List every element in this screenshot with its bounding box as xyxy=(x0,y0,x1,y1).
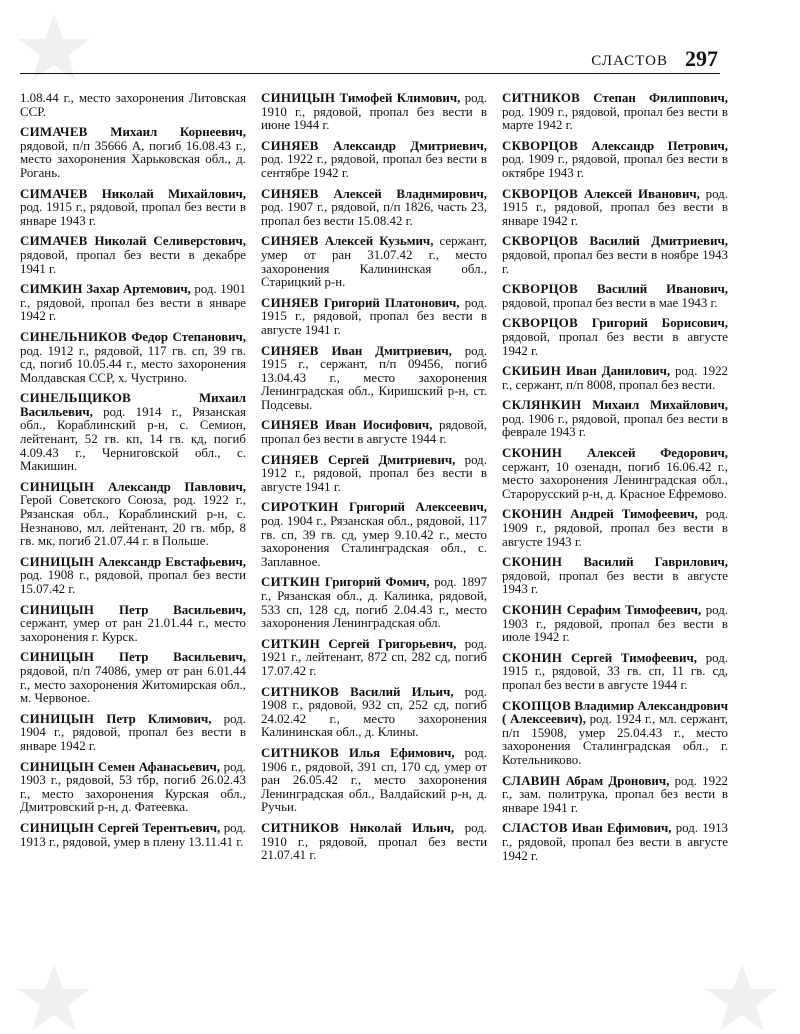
entry-surname: СЛАВИН xyxy=(502,773,561,788)
list-item xyxy=(20,761,246,815)
entry-given-name: Владимир Александрович ( Алексеевич), xyxy=(502,698,728,727)
entry-surname: СИНЯЕВ xyxy=(261,452,319,467)
list-item xyxy=(20,92,246,119)
header-rule xyxy=(20,73,720,74)
entry-surname: СКОНИН xyxy=(502,446,563,461)
list-item xyxy=(20,481,246,549)
entry-surname: СКЛЯНКИН xyxy=(502,398,582,413)
entry-surname: СИНЕЛЬЩИКОВ xyxy=(20,391,132,406)
entry-given-name: Степан Филиппович, xyxy=(593,91,728,105)
entry-surname: СИНИЦЫН xyxy=(261,91,336,105)
list-item xyxy=(261,501,487,569)
entry-given-name: Семен Афанасьевич, xyxy=(97,759,220,774)
entry-surname: СИМАЧЕВ xyxy=(20,186,88,201)
entry-details: род. 1913 г., рядовой, пропал без вести в августе 1942 г. xyxy=(502,821,728,863)
entry-details: сержант, умер от ран 31.07.42 г., место захоронения Калининская обл., Старицкий р-н. xyxy=(261,234,487,290)
entry-given-name: Иван Ефимович, xyxy=(571,821,672,836)
list-item xyxy=(261,638,487,679)
entry-given-name: Николай Селиверстович, xyxy=(94,234,246,249)
entry-given-name: Петр Климович, xyxy=(106,711,212,726)
list-item xyxy=(502,700,728,768)
entry-surname: СИНИЦЫН xyxy=(20,820,95,835)
list-item xyxy=(20,331,246,385)
entry-given-name: Илья Ефимович, xyxy=(349,745,455,760)
entry-given-name: Иван Иосифович, xyxy=(325,418,433,433)
entry-surname: СКВОРЦОВ xyxy=(502,316,579,331)
entry-surname: СИТКИН xyxy=(261,575,321,590)
list-item xyxy=(502,365,728,392)
entry-surname: СИНЯЕВ xyxy=(261,186,319,201)
entry-surname: СИТНИКОВ xyxy=(261,820,340,835)
list-item xyxy=(502,140,728,181)
entry-given-name: Григорий Алексеевич, xyxy=(349,500,487,515)
entry-details: род. 1922 г., сержант, п/п 8008, пропал без вести. xyxy=(502,364,728,392)
entry-details: род. 1915 г., рядовой, пропал без вести в августе 1941 г. xyxy=(261,295,487,337)
entry-surname: СКИБИН xyxy=(502,364,562,379)
entry-details: род. 1915 г., рядовой, пропал без вести в январе 1942 г. xyxy=(502,186,728,228)
list-item xyxy=(20,188,246,229)
list-item xyxy=(502,92,728,133)
entry-details: род. 1910 г., рядовой, пропал без вести в июне 1944 г. xyxy=(261,91,487,133)
entry-given-name: Алексей Федорович, xyxy=(587,446,728,461)
entry-details: род. 1897 г., Рязанская обл., д. Калинка, рядовой, 533 сп, 128 сд, погиб 2.04.43 г., место захоронения Ленинградская обл. xyxy=(261,575,487,631)
entry-given-name: Сергей Тимофеевич, xyxy=(571,650,697,665)
entry-details: рядовой, пропал без вести в августе 1943 г. xyxy=(502,568,728,597)
entry-given-name: Серафим Тимофеевич, xyxy=(566,603,702,617)
entry-given-name: Петр Васильевич, xyxy=(118,650,246,665)
entry-details: род. 1907 г., рядовой, п/п 1826, часть 23, пропал без вести 15.08.42 г. xyxy=(261,200,487,228)
list-item xyxy=(20,556,246,597)
entry-given-name: Михаил Корнеевич, xyxy=(110,125,246,140)
entry-details: рядовой, пропал без вести в августе 1942 г. xyxy=(502,329,728,358)
entry-given-name: Михаил Васильевич, xyxy=(20,391,246,419)
entry-given-name: Сергей Терентьевич, xyxy=(97,820,221,835)
entry-given-name: Александр Петрович, xyxy=(591,138,728,153)
entry-given-name: Алексей Кузьмич, xyxy=(324,234,434,249)
entry-surname: СИНИЦЫН xyxy=(20,479,95,494)
list-item xyxy=(261,686,487,740)
entry-details: род. 1904 г., Рязанская обл., рядовой, 117 гв. сп, 39 гв. сд, умер 9.10.42 г., место захоронения Сталинградская обл., с. Заплавное. xyxy=(261,514,487,569)
entry-given-name: Сергей Григорьевич, xyxy=(328,636,457,651)
entry-given-name: Василий Гаврилович, xyxy=(583,555,728,570)
entry-surname: СИТНИКОВ xyxy=(261,684,340,699)
entry-surname: СИНИЦЫН xyxy=(20,554,95,569)
entry-given-name: Николай Ильич, xyxy=(349,820,455,835)
entry-given-name: Тимофей Климович, xyxy=(339,91,461,105)
entry-given-name: Иван Данилович, xyxy=(565,364,671,379)
list-item xyxy=(261,419,487,446)
list-item xyxy=(502,775,728,816)
running-head: СЛАСТОВ xyxy=(591,53,668,69)
list-item xyxy=(502,283,728,310)
entry-surname: СИРОТКИН xyxy=(261,500,339,515)
entry-surname: СИМАЧЕВ xyxy=(20,234,88,249)
entry-surname: СИМКИН xyxy=(20,282,83,297)
entry-details: род. 1912 г., рядовой, пропал без вести в августе 1941 г. xyxy=(261,452,487,494)
entry-surname: СКОНИН xyxy=(502,507,563,522)
entry-details: рядовой, п/п 35666 А, погиб 16.08.43 г., место захоронения Харьковская обл., д. Рогань. xyxy=(20,138,246,180)
entry-details: сержант, 10 озенадн, погиб 16.06.42 г., место захоронения Ленинградская обл., Старорусский р-н, д. Красное Ефремово. xyxy=(502,459,728,501)
entry-surname: СКВОРЦОВ xyxy=(502,138,579,153)
entry-given-name: Григорий Борисович, xyxy=(591,316,728,331)
list-item xyxy=(502,235,728,276)
list-item xyxy=(261,345,487,413)
entry-surname: СКВОРЦОВ xyxy=(502,234,579,249)
entry-surname: СИНИЦЫН xyxy=(20,711,95,726)
entry-given-name: Василий Ильич, xyxy=(350,684,454,699)
entry-details: род. 1914 г., Рязанская обл., Кораблинский р-н, с. Семион, лейтенант, 52 гв. кп, 14 гв. кд, погиб 4.09.43 г., Черниговской обл., с. Макишин. xyxy=(20,404,246,474)
entry-surname: СКОНИН xyxy=(502,603,563,617)
column-1 xyxy=(20,92,246,856)
entry-surname: СИНЯЕВ xyxy=(261,295,319,310)
entry-details: род. 1903 г., рядовой, 53 тбр, погиб 26.02.43 г., место захоронения Курская обл., Дмитровский р-н, д. Фатеевка. xyxy=(20,759,246,815)
entry-details: род. 1922 г., рядовой, пропал без вести в сентябре 1942 г. xyxy=(261,152,487,180)
list-item xyxy=(20,604,246,645)
entry-surname: СКВОРЦОВ xyxy=(502,186,579,201)
entry-surname: СКОПЦОВ xyxy=(502,698,571,713)
entry-details: род. 1908 г., рядовой, пропал без вести 15.07.42 г. xyxy=(20,568,246,596)
list-item xyxy=(502,399,728,440)
list-item xyxy=(261,822,487,863)
entry-details: род. 1922 г., зам. политрука, пропал без вести в январе 1941 г. xyxy=(502,773,728,815)
list-item xyxy=(20,283,246,324)
entry-surname: СКВОРЦОВ xyxy=(502,282,579,297)
entry-given-name: Федор Степанович, xyxy=(131,329,246,344)
list-item xyxy=(502,604,728,645)
entry-given-name: Захар Артемович, xyxy=(86,282,191,297)
entry-given-name: Николай Михайлович, xyxy=(101,186,246,201)
entry-details: рядовой, п/п 74086, умер от ран 6.01.44 г., место захоронения Житомирская обл., м. Червоное. xyxy=(20,663,246,706)
entry-given-name: Андрей Тимофеевич, xyxy=(570,507,698,522)
list-item xyxy=(20,822,246,849)
entry-surname: СЛАСТОВ xyxy=(502,821,568,836)
list-item xyxy=(20,235,246,276)
list-item xyxy=(20,713,246,754)
entry-surname: СИНЯЕВ xyxy=(261,343,319,358)
entry-details: род. 1909 г., рядовой, пропал без вести в октябре 1943 г. xyxy=(502,152,728,180)
entry-details: род. 1909 г., рядовой, пропал без вести в августе 1943 г. xyxy=(502,507,728,549)
entry-given-name: Григорий Фомич, xyxy=(324,575,430,590)
list-item xyxy=(20,392,246,474)
entry-given-name: Василий Дмитриевич, xyxy=(589,234,728,249)
entry-details: 1.08.44 г., место захоронения Литовская ССР. xyxy=(20,91,246,119)
list-item xyxy=(502,556,728,597)
entry-surname: СИМАЧЕВ xyxy=(20,125,88,140)
entry-given-name: Василий Иванович, xyxy=(596,282,728,297)
entry-details: род. 1904 г., рядовой, пропал без вести в январе 1942 г. xyxy=(20,711,246,753)
entry-details: род. 1909 г., рядовой, пропал без вести в марте 1942 г. xyxy=(502,104,728,133)
list-item xyxy=(502,317,728,358)
entry-details: рядовой, пропал без вести в декабре 1941 г. xyxy=(20,247,246,276)
entry-details: род. 1915 г., рядовой, 33 гв. сп, 11 гв. сд, пропал без вести в августе 1944 г. xyxy=(502,650,728,692)
list-item xyxy=(502,188,728,229)
list-item xyxy=(261,747,487,815)
entry-given-name: Григорий Платонович, xyxy=(323,295,460,310)
entry-given-name: Сергей Дмитриевич, xyxy=(328,452,456,467)
entry-details: род. 1912 г., рядовой, 117 гв. сп, 39 гв. сд, погиб 10.05.44 г., место захоронения Молдавская ССР, х. Чустрино. xyxy=(20,343,246,385)
list-item xyxy=(261,140,487,181)
entry-details: род. 1924 г., мл. сержант, п/п 15908, умер 25.04.43 г., место захоронения Сталинградская обл., г. Котельниково. xyxy=(502,712,728,767)
entry-surname: СИТКИН xyxy=(261,636,321,651)
entry-given-name: Александр Евстафьевич, xyxy=(98,554,246,569)
entry-surname: СИНЕЛЬНИКОВ xyxy=(20,329,127,344)
entry-surname: СИНИЦЫН xyxy=(20,759,95,774)
page-header xyxy=(20,44,720,74)
list-item xyxy=(502,447,728,501)
entry-given-name: Александр Павлович, xyxy=(107,479,246,494)
entry-details: рядовой, пропал без вести в августе 1944 г. xyxy=(261,418,487,447)
list-item xyxy=(20,651,246,705)
entry-surname: СКОНИН xyxy=(502,555,563,570)
entry-given-name: Алексей Иванович, xyxy=(583,186,700,201)
entry-details: рядовой, пропал без вести в ноябре 1943 г. xyxy=(502,247,728,276)
entry-details: род. 1906 г., рядовой, 391 сп, 170 сд, умер от ран 26.05.42 г., место захоронения Ленинградская обл., Валдайский р-н, д. Ручьи. xyxy=(261,745,487,815)
entry-details: род. 1921 г., лейтенант, 872 сп, 282 сд, погиб 17.07.42 г. xyxy=(261,636,487,678)
entry-given-name: Михаил Михайлович, xyxy=(592,398,728,413)
entry-details: род. 1915 г., рядовой, пропал без вести в январе 1943 г. xyxy=(20,200,246,228)
list-item xyxy=(261,92,487,133)
page-number: 297 xyxy=(685,46,718,71)
entry-surname: СКОНИН xyxy=(502,650,563,665)
entry-given-name: Петр Васильевич, xyxy=(118,602,246,617)
list-item xyxy=(502,822,728,863)
text-columns xyxy=(20,91,728,1012)
entry-surname: СИНИЦЫН xyxy=(20,602,95,617)
list-item xyxy=(502,652,728,693)
entry-surname: СИНЯЕВ xyxy=(261,418,319,433)
entry-details: род. 1906 г., рядовой, пропал без вести в феврале 1943 г. xyxy=(502,411,728,440)
column-3 xyxy=(502,92,728,870)
entry-surname: СИНЯЕВ xyxy=(261,234,319,249)
entry-given-name: Абрам Дронович, xyxy=(565,773,670,788)
list-item xyxy=(261,576,487,630)
entry-details: род. 1913 г., рядовой, умер в плену 13.11.41 г. xyxy=(20,820,246,849)
entry-surname: СИТНИКОВ xyxy=(261,745,340,760)
entry-surname: СИНЯЕВ xyxy=(261,138,319,153)
list-item xyxy=(20,126,246,180)
entry-details: род. 1903 г., рядовой, пропал без вести в июле 1942 г. xyxy=(502,603,728,645)
entry-details: род. 1915 г., сержант, п/п 09456, погиб 13.04.43 г., место захоронения Ленинградская обл., Киришский р-н, ст. Подсевы. xyxy=(261,343,487,412)
list-item xyxy=(261,235,487,289)
entry-given-name: Иван Дмитриевич, xyxy=(331,343,452,358)
entry-details: род. 1908 г., рядовой, 932 сп, 252 сд, погиб 24.02.42 г., место захоронения Калининская обл., д. Клины. xyxy=(261,684,487,740)
list-item xyxy=(261,188,487,229)
list-item xyxy=(502,508,728,549)
entry-given-name: Александр Дмитриевич, xyxy=(333,138,487,153)
entry-details: род. 1901 г., рядовой, пропал без вести в январе 1942 г. xyxy=(20,282,246,324)
entry-surname: СИТНИКОВ xyxy=(502,91,581,105)
list-item xyxy=(261,297,487,338)
list-item xyxy=(261,454,487,495)
entry-details: сержант, умер от ран 21.01.44 г., место захоронения г. Курск. xyxy=(20,616,246,644)
entry-given-name: Алексей Владимирович, xyxy=(333,186,487,201)
column-2 xyxy=(261,92,487,870)
entry-details: род. 1910 г., рядовой, пропал без вести 21.07.41 г. xyxy=(261,820,487,863)
entry-details: Герой Советского Союза, род. 1922 г., Рязанская обл., Кораблинский р-н, с. Незнаново, мл. лейтенант, 20 гв. мбр, 8 гв. мк, погиб 21.07.44 г. в Польше. xyxy=(20,493,246,549)
entry-surname: СИНИЦЫН xyxy=(20,650,95,665)
entry-details: рядовой, пропал без вести в мае 1943 г. xyxy=(502,295,718,310)
